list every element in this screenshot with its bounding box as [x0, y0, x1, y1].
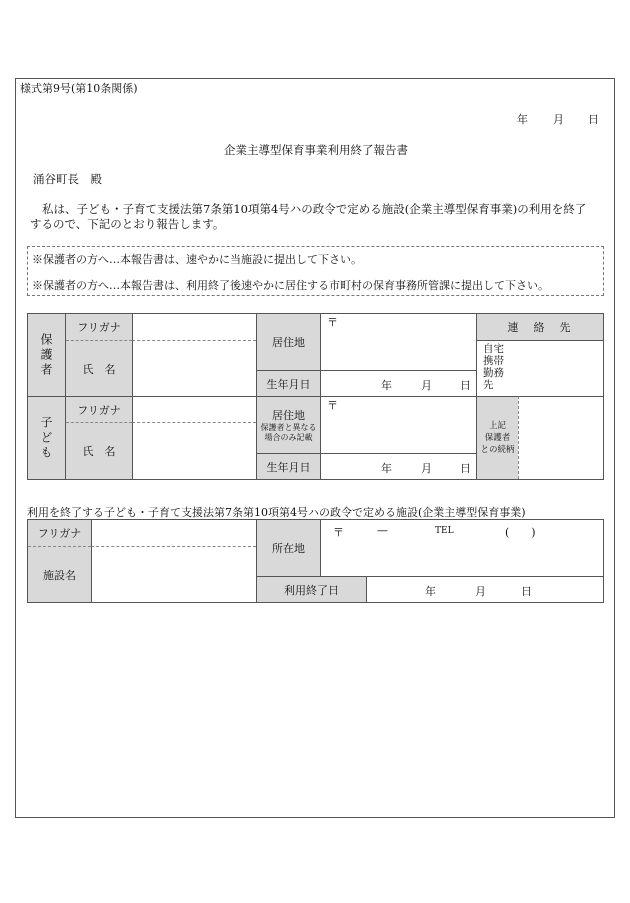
child-name-text: 氏 名 — [82, 445, 116, 458]
facility-location-text: 所在地 — [272, 542, 305, 555]
guardian-section-label — [28, 314, 66, 396]
child-birth-month: 月 — [421, 462, 432, 475]
relation-label — [476, 396, 518, 479]
facility-postal-dash: — — [377, 524, 388, 537]
child-name-field[interactable] — [132, 422, 256, 479]
notice-line-2: ※保護者の方へ…本報告書は、利用終了後速やかに居住する市町村の保育事務所管課に提出して下さい。 — [32, 279, 549, 292]
guardian-name-field[interactable] — [132, 340, 256, 396]
facility-heading: 利用を終了する子ども・子育て支援法第7条第10項第4号ハの政令で定める施設(企業主導型保育事業) — [27, 506, 526, 519]
child-furigana-label — [66, 396, 132, 422]
contact-header-text: 連 絡 先 — [507, 321, 573, 334]
child-furigana-text: フリガナ — [77, 403, 121, 417]
end-date-day: 日 — [521, 585, 532, 598]
facility-location-label — [256, 520, 320, 576]
facility-postal-mark: 〒 — [333, 526, 344, 539]
child-furigana-field[interactable] — [132, 396, 256, 422]
guardian-furigana-text: フリガナ — [77, 321, 121, 334]
guardian-birth-label — [256, 370, 320, 396]
guardian-name-text: 氏 名 — [82, 362, 116, 376]
guardian-furigana-field[interactable] — [132, 314, 256, 340]
contact-header — [476, 314, 603, 340]
end-date-field[interactable] — [366, 576, 603, 602]
child-section-label — [28, 396, 66, 479]
facility-name-label — [28, 546, 91, 602]
guardian-birth-month: 月 — [421, 379, 432, 392]
child-address-text: 居住地 — [272, 409, 305, 422]
child-address-note: 保護者と異なる 場合のみ記載 — [260, 423, 317, 442]
facility-name-text: 施設名 — [43, 568, 76, 582]
date-year-unit: 年 — [517, 113, 528, 126]
guardian-birth-day: 日 — [460, 379, 471, 392]
form-number: 様式第9号(第10条関係) — [20, 82, 138, 95]
child-birth-text: 生年月日 — [266, 460, 311, 474]
facility-furigana-field[interactable] — [91, 520, 256, 546]
notice-line-1: ※保護者の方へ…本報告書は、速やかに当施設に提出して下さい。 — [32, 253, 362, 266]
end-date-text: 利用終了日 — [284, 583, 339, 597]
body-text-line2: するので、下記のとおり報告します。 — [30, 217, 225, 231]
body-text-line1: 私は、子ども・子育て支援法第7条第10項第4号ハの政令で定める施設(企業主導型保育事業)の利用を終了 — [42, 202, 587, 216]
child-birth-field[interactable] — [320, 453, 476, 479]
guardian-birth-field[interactable] — [320, 370, 476, 396]
end-date-month: 月 — [475, 585, 486, 598]
relation-text: 上記 保護者 との続柄 — [480, 421, 515, 455]
guardian-address-text: 居住地 — [272, 336, 305, 349]
guardian-section-text: 保護者 — [39, 332, 53, 378]
guardian-name-label — [66, 340, 132, 396]
relation-field[interactable] — [518, 396, 603, 479]
facility-furigana-text: フリガナ — [37, 527, 82, 540]
child-birth-label — [256, 453, 320, 479]
facility-location-field[interactable] — [320, 520, 603, 576]
date-day-unit: 日 — [588, 113, 599, 126]
guardian-postal-mark: 〒 — [327, 316, 338, 329]
facility-name-field[interactable] — [91, 546, 256, 602]
date-month-unit: 月 — [553, 113, 564, 126]
addressee: 涌谷町長 殿 — [33, 172, 102, 186]
child-postal-mark: 〒 — [327, 399, 338, 412]
guardian-address-label — [256, 314, 320, 370]
child-address-field[interactable] — [320, 396, 476, 453]
end-date-year: 年 — [425, 585, 436, 598]
contact-types: 自宅 携帯 勤務 先 — [483, 343, 504, 391]
child-birth-day: 日 — [460, 462, 471, 475]
guardian-furigana-label — [66, 314, 132, 340]
facility-tel-parens: ( ) — [505, 526, 536, 539]
facility-furigana-label — [28, 520, 91, 546]
contact-field[interactable] — [476, 340, 603, 396]
page-title: 企業主導型保育事業利用終了報告書 — [224, 143, 408, 157]
guardian-birth-year: 年 — [381, 379, 392, 392]
child-birth-year: 年 — [381, 462, 392, 475]
guardian-birth-text: 生年月日 — [266, 377, 311, 391]
child-name-label — [66, 422, 132, 479]
facility-tel-label: TEL — [435, 526, 454, 536]
guardian-address-field[interactable] — [320, 314, 476, 370]
child-section-text: 子ども — [39, 415, 53, 461]
child-address-label — [256, 396, 320, 453]
end-date-label — [256, 576, 366, 602]
